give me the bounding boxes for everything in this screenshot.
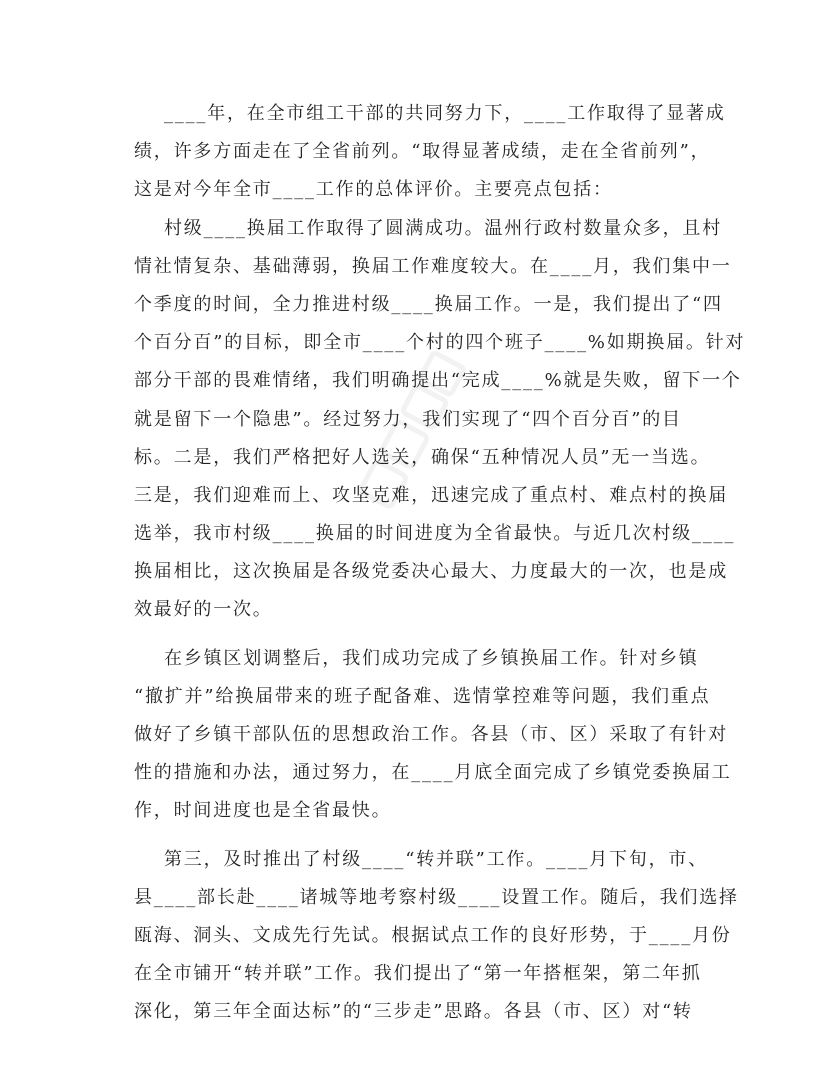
paragraph-township-election	[134, 640, 732, 831]
text-line: 绩，许多方面走在了全省前列。“取得显著成绩，走在全省前列”，	[134, 141, 711, 163]
text-line: 作，时间进度也是全省最快。	[134, 800, 392, 822]
text-line: 这是对今年全市____工作的总体评价。主要亮点包括：	[134, 179, 613, 201]
text-line: “撤扩并”给换届带来的班子配备难、选情掌控难等问题，我们重点	[134, 685, 711, 707]
text-line: 效最好的一次。	[134, 599, 273, 621]
text-line: 做好了乡镇干部队伍的思想政治工作。各县（市、区）采取了有针对	[134, 724, 728, 745]
text-line: 情社情复杂、基础薄弱，换届工作难度较大。在____月，我们集中一	[134, 255, 732, 277]
paragraph-gap	[134, 630, 704, 640]
paragraph-village-election	[134, 210, 746, 630]
text-line: 深化，第三年全面达标”的“三步走”思路。各县（市、区）对“转	[134, 1001, 693, 1023]
text-line: 换届相比，这次换届是各级党委决心最大、力度最大的一次，也是成	[134, 561, 728, 583]
text-line: 就是留下一个隐患”。经过努力，我们实现了“四个百分百”的目	[134, 408, 682, 430]
paragraph-intro	[134, 95, 726, 210]
text-line: 县____部长赴____诸城等地考察村级____设置工作。随后，我们选择	[134, 886, 739, 908]
text-line: 瓯海、洞头、文成先行先试。根据试点工作的良好形势，于____月份	[134, 924, 732, 946]
paragraph-third	[134, 841, 739, 1032]
text-line: 第三，及时推出了村级____“转并联”工作。____月下旬，市、	[164, 848, 709, 870]
text-line: 在全市铺开“转并联”工作。我们提出了“第一年搭框架，第二年抓	[134, 963, 702, 985]
text-line: 个季度的时间，全力推进村级____换届工作。一是，我们提出了“四	[134, 293, 723, 315]
text-line: ____年，在全市组工干部的共同努力下，____工作取得了显著成	[164, 103, 726, 124]
text-line: 个百分百”的目标，即全市____个村的四个班子____%如期换届。针对	[134, 332, 746, 354]
text-line: 部分干部的畏难情绪，我们明确提出“完成____%就是失败，留下一个	[134, 370, 742, 392]
text-line: 选举，我市村级____换届的时间进度为全省最快。与近几次村级____	[134, 523, 736, 545]
paragraph-gap	[134, 831, 704, 841]
text-line: 三是，我们迎难而上、攻坚克难，迅速完成了重点村、难点村的换届	[134, 484, 728, 506]
text-line: 在乡镇区划调整后，我们成功完成了乡镇换届工作。针对乡镇	[164, 647, 699, 669]
text-line: 性的措施和办法，通过努力，在____月底全面完成了乡镇党委换届工	[134, 762, 732, 784]
text-line: 标。二是，我们严格把好人选关，确保“五种情况人员”无一当选。	[134, 446, 711, 468]
text-line: 村级____换届工作取得了圆满成功。温州行政村数量众多，且村	[164, 217, 722, 239]
document-body	[134, 95, 746, 1032]
